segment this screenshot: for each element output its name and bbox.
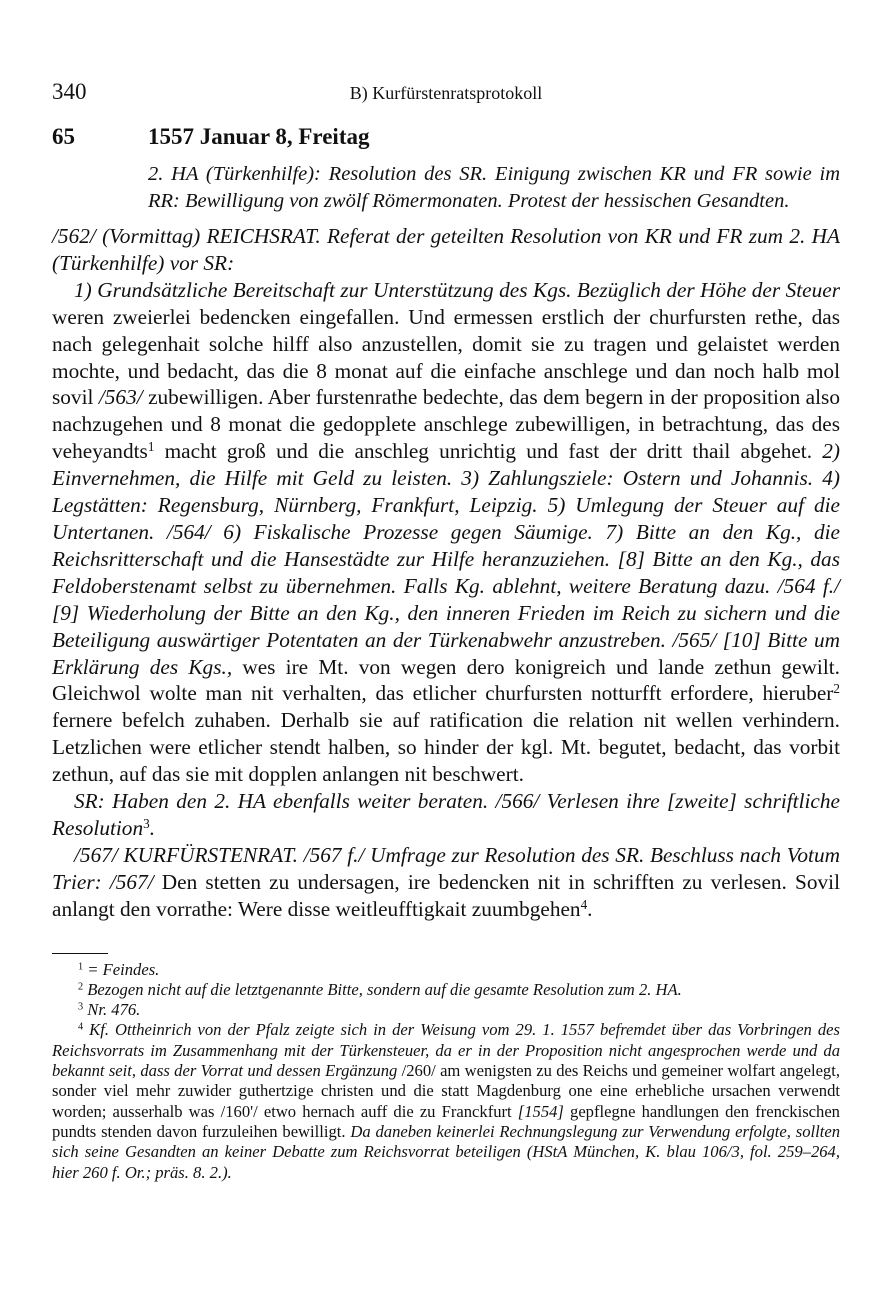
source-text: macht groß und die anschleg unrichtig und fast der dritt thail abgehet. [154, 439, 823, 464]
footnote-reference: 1 [147, 439, 155, 454]
protocol-text [52, 223, 840, 923]
entry-summary: 2. HA (Türkenhilfe): Resolution des SR. Einigung zwischen KR und FR sowie im RR: Bewilligung von zwölf Römermonaten. Protest der hessischen Gesandten. [148, 163, 840, 212]
source-text: . [587, 896, 593, 921]
editorial-text: Nr. 476. [87, 1000, 141, 1020]
paragraph [52, 277, 840, 788]
source-text: weren zweierlei bedencken eingefallen. Und ermessen erstlich der churfursten rethe, das nach gelegenhait solche hilff also anzustellen, domit sie zu tragen und gelaistet werden mochte, und bedacht, das die 8 monat auf die einfache anschlege und dan noch halb mol sovil [52, 304, 840, 410]
footnote [52, 1000, 840, 1020]
source-text: wes ire Mt. von wegen dero konigreich und lande zethun gewilt. Gleichwol wolte man nit verhalten, das etlicher churfursten notturfft erfordere, hieruber [52, 654, 840, 706]
footnote-divider [52, 953, 108, 954]
footnote [52, 960, 840, 980]
source-text: zubewilligen. Aber furstenrathe bedechte, das dem begern in der proposition also nachzugehen und 8 monat die gedopplete anschlege zubewilligen, in betrachtung, das des veheyandts [52, 385, 840, 464]
editorial-text: 1) Grundsätzliche Bereitschaft zur Unterstützung des Kgs. Bezüglich der Höhe der Steuer [74, 277, 840, 302]
footnote-mark: 1 [78, 960, 84, 972]
footnote-reference: 3 [143, 815, 150, 831]
page-header [52, 78, 840, 112]
editorial-text: /567/ KURFÜRSTENRAT. /567 f./ Umfrage zur Resolution des SR. Beschluss nach Votum Trier: /567/ [52, 842, 840, 894]
editorial-text: 2) Einvernehmen, die Hilfe mit Geld zu leisten. 3) Zahlungsziele: Ostern und Johannis. 4) Legstätten: Regensburg, Nürnberg, Frankfurt, Leipzig. 5) Umlegung der Steuer auf die Untertanen. /564/ 6) Fiskalische Prozesse gegen Säumige. 7) Bitte an den Kg., die Reichsritterschaft und die Hansestädte zur Hilfe heranzuziehen. [8] Bitte an den Kg., das Feldoberstenamt selbst zu übernehmen. Falls Kg. ablehnt, weitere Beratung dazu. /564 f./ [9] Wiederholung der Bitte an den Kg., den inneren Frieden im Reich zu sichern und die Beteiligung auswärtiger Potentaten an der Türkenabwehr anzustreben. /565/ [10] Bitte um Erklärung des Kgs., [52, 439, 840, 679]
source-text: gepflegne handlungen den frenckischen pundts stenden davon furzuleihen bewilligt. [52, 1101, 840, 1141]
running-title: B) Kurfürstenratsprotokoll [349, 83, 543, 103]
paragraph [52, 842, 840, 923]
source-text: fernere befelch zuhaben. Derhalb sie auf ratification die relation nit wellen verhindern. Letzlichen were etlicher stendt halben, so hinder der kgl. Mt. begutet, bedacht, das vorbit zethun, auf das sie mit dopplen anlangen nit beschwert. [52, 708, 840, 787]
footnote-reference: 4 [580, 896, 588, 912]
editorial-text: Da daneben keinerlei Rechnungslegung zur Verwendung erfolgte, sollten sich seine Gesandten an keiner Debatte zum Reichsvorrat beteiligen (HStA München, K. blau 106/3, fol. 259–264, hier 260 f. Or.; präs. 8. 2.). [52, 1121, 840, 1182]
paragraph [52, 788, 840, 842]
page-number: 340 [52, 79, 87, 104]
entry-date: 1557 Januar 8, Freitag [148, 124, 370, 149]
footnote-mark: 3 [78, 1001, 84, 1013]
entry-heading [52, 122, 840, 152]
paragraph [52, 223, 840, 277]
editorial-text: Kf. Ottheinrich von der Pfalz zeigte sich in der Weisung vom 29. 1. 1557 befremdet über das Vorbringen des Reichsvorrats im Zusammenhang mit der Türkensteuer, da er in der Proposition nicht angesprochen werde und da bekannt seit, dass der Vorrat und dessen Ergänzung [52, 1020, 840, 1081]
editorial-text: /563/ [98, 385, 143, 410]
editorial-text: /562/ (Vormittag) REICHSRAT. Referat der geteilten Resolution von KR und FR zum 2. HA (Türkenhilfe) vor SR: [52, 224, 840, 275]
footnotes [52, 960, 840, 1183]
footnote [52, 1020, 840, 1182]
editorial-text: . [149, 815, 156, 840]
editorial-text: [1554] [517, 1101, 564, 1121]
footnote-reference: 2 [833, 681, 840, 697]
editorial-text: SR: Haben den 2. HA ebenfalls weiter beraten. /566/ Verlesen ihre [zweite] schriftliche Resolution [52, 789, 840, 840]
footnote-mark: 2 [78, 981, 84, 993]
editorial-text: = Feindes. [87, 959, 160, 979]
footnote [52, 980, 840, 1000]
editorial-text: Bezogen nicht auf die letztgenannte Bitte, sondern auf die gesamte Resolution zum 2. HA. [87, 979, 682, 999]
entry-number: 65 [52, 124, 75, 149]
source-text: Den stetten zu undersagen, ire bedencken nit in schrifften zu verlesen. Sovil anlangt den vorrathe: Were disse weitleufftigkait zuumbgehen [52, 869, 841, 921]
source-text: /260/ am wenigsten zu des Reichs und gemeiner wolfart angelegt, sonder viel mehr zuwider guthertzige christen und die statt Magdenburg one eine erhebliche ursachen verwendt worden; ausserhalb was /160'/ etwo hernach auff die zu Franckfurt [52, 1061, 840, 1121]
footnote-mark: 4 [78, 1021, 84, 1033]
